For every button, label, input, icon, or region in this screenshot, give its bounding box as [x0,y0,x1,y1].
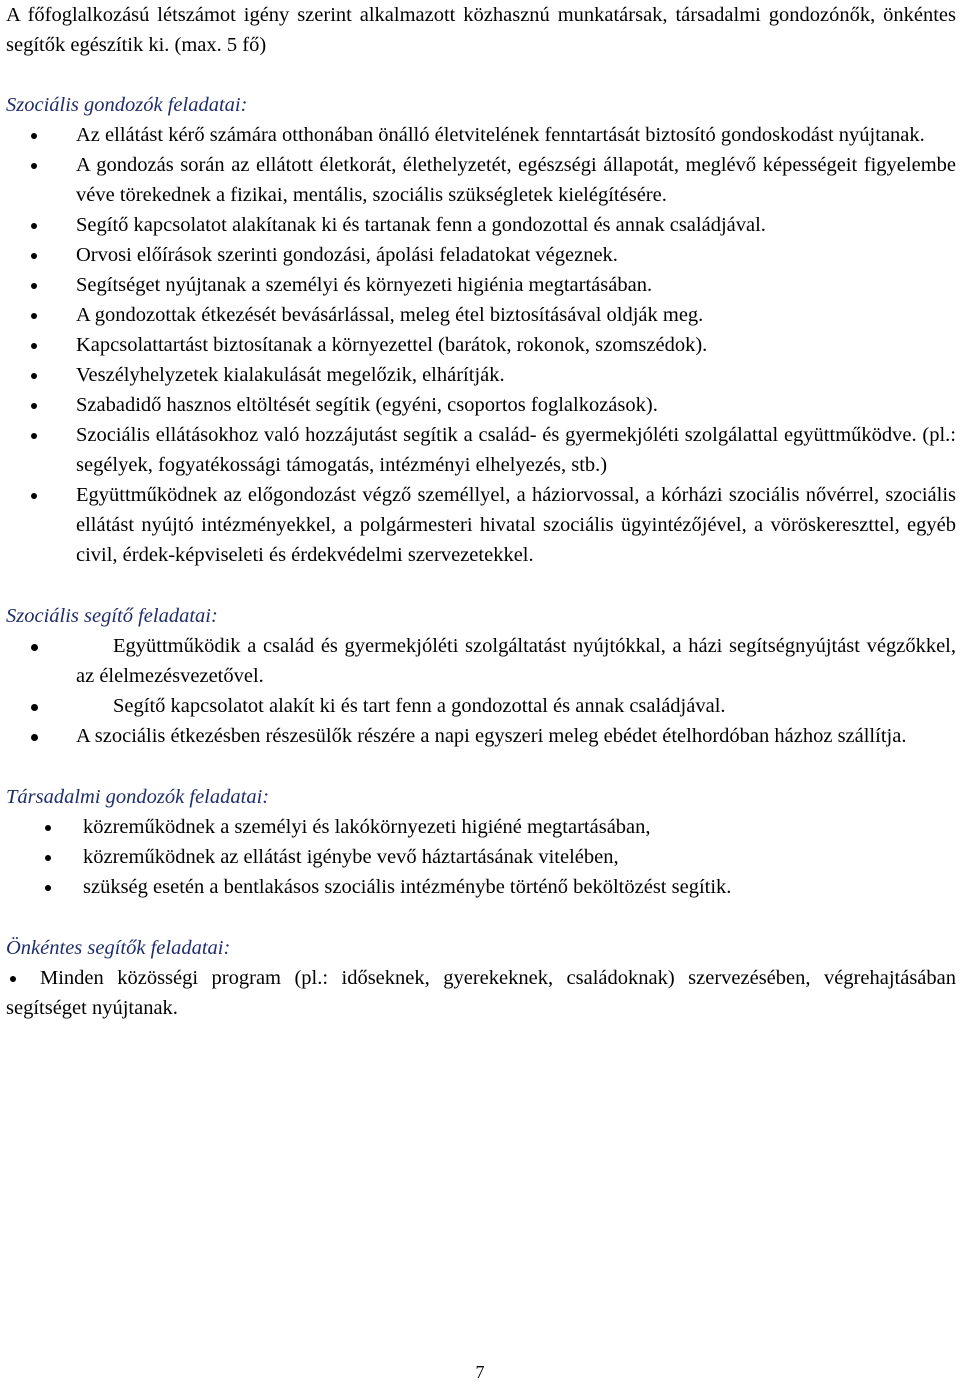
list-item [6,270,956,300]
list-tarsadalmi-gondozok [6,812,956,902]
list-item-text: A szociális étkezésben részesülők részére a napi egyszeri meleg ebédet ételhordóban házhoz szállítja. [76,725,907,747]
list-item-text: A gondozás során az ellátott életkorát, élethelyzetét, egészségi állapotát, meglévő képességeit figyelembe véve törekednek a fizikai, mentális, szociális szükségletek kielégítésére. [76,154,956,206]
list-item [6,420,956,480]
list-item-text: Az ellátást kérő számára otthonában önálló életvitelének fenntartását biztosító gondoskodást nyújtanak. [76,124,925,146]
list-item-text: Minden közösségi program (pl.: időseknek, gyerekeknek, családoknak) szervezésében, végrehajtásában segítséget nyújtanak. [6,967,956,1019]
list-item [6,812,956,842]
list-item-text: A gondozottak étkezését bevásárlással, meleg étel biztosításával oldják meg. [76,304,704,326]
list-item [6,963,956,1023]
list-item-text: Együttműködik a család és gyermekjóléti szolgáltatást nyújtókkal, a házi segítségnyújtást végzőkkel, az élelmezésvezetővel. [76,635,956,687]
list-onkentes-segitok [6,963,956,1023]
list-item-text: Segítséget nyújtanak a személyi és környezeti higiénia megtartásában. [76,274,653,296]
list-item-text: Segítő kapcsolatot alakít ki és tart fenn a gondozottal és annak családjával. [113,695,726,717]
bullet-icon [43,842,53,872]
page-number: 7 [475,1362,485,1382]
list-item [6,872,956,902]
section-heading-szocialis-gondozok: Szociális gondozók feladatai: [6,94,248,116]
list-item-text: Segítő kapcsolatot alakítanak ki és tartanak fenn a gondozottal és annak családjával. [76,214,766,236]
bullet-icon [29,270,39,300]
bullet-icon [29,120,39,150]
bullet-icon [29,420,39,450]
list-item-text: Veszélyhelyzetek kialakulását megelőzik, elhárítják. [76,364,505,386]
list-item [6,360,956,390]
bullet-icon [29,330,39,360]
list-item [6,120,956,150]
bullet-icon [29,240,39,270]
section-heading-szocialis-segito: Szociális segítő feladatai: [6,605,218,627]
bullet-icon [29,691,39,721]
list-item [6,691,956,721]
bullet-icon [29,721,39,751]
document-page [6,0,956,1023]
list-szocialis-segito [6,631,956,751]
bullet-icon [29,631,39,661]
list-item [6,300,956,330]
list-item-text: Szabadidő hasznos eltöltését segítik (egyéni, csoportos foglalkozások). [76,394,658,416]
list-item [6,480,956,570]
list-item [6,330,956,360]
list-item [6,210,956,240]
list-item-text: szükség esetén a bentlakásos szociális intézménybe történő beköltözést segítik. [83,876,732,898]
bullet-icon [29,480,39,510]
bullet-icon [29,210,39,240]
bullet-icon [8,963,18,993]
bullet-icon [29,390,39,420]
list-item [6,390,956,420]
bullet-icon [43,812,53,842]
list-item-text: közreműködnek a személyi és lakókörnyezeti higiéné megtartásában, [83,816,651,838]
list-item [6,240,956,270]
list-item-text: közreműködnek az ellátást igénybe vevő háztartásának vitelében, [83,846,619,868]
list-item-text: Kapcsolattartást biztosítanak a környezettel (barátok, rokonok, szomszédok). [76,334,708,356]
list-item [6,721,956,751]
intro-paragraph: A főfoglalkozású létszámot igény szerint alkalmazott közhasznú munkatársak, társadalmi gondozónők, önkéntes segítők egészítik ki. (max. 5 fő) [6,4,956,56]
list-item-text: Együttműködnek az előgondozást végző személlyel, a háziorvossal, a kórházi szociális nővérrel, szociális ellátást nyújtó intézményekkel, a polgármesteri hivatal szociális ügyintézőjével, a vöröskereszttel, egyéb civil, érdek-képviseleti és érdekvédelmi szervezetekkel. [76,484,956,566]
list-item [6,631,956,691]
list-szocialis-gondozok [6,120,956,570]
section-heading-onkentes-segitok: Önkéntes segítők feladatai: [6,937,231,959]
list-item [6,150,956,210]
list-item [6,842,956,872]
bullet-icon [29,360,39,390]
bullet-icon [43,872,53,902]
list-item-text: Szociális ellátásokhoz való hozzájutást segítik a család- és gyermekjóléti szolgálattal együttműködve. (pl.: segélyek, fogyatékossági támogatás, intézményi elhelyezés, stb.) [76,424,956,476]
bullet-icon [29,300,39,330]
section-heading-tarsadalmi-gondozok: Társadalmi gondozók feladatai: [6,786,270,808]
bullet-icon [29,150,39,180]
list-item-text: Orvosi előírások szerinti gondozási, ápolási feladatokat végeznek. [76,244,618,266]
